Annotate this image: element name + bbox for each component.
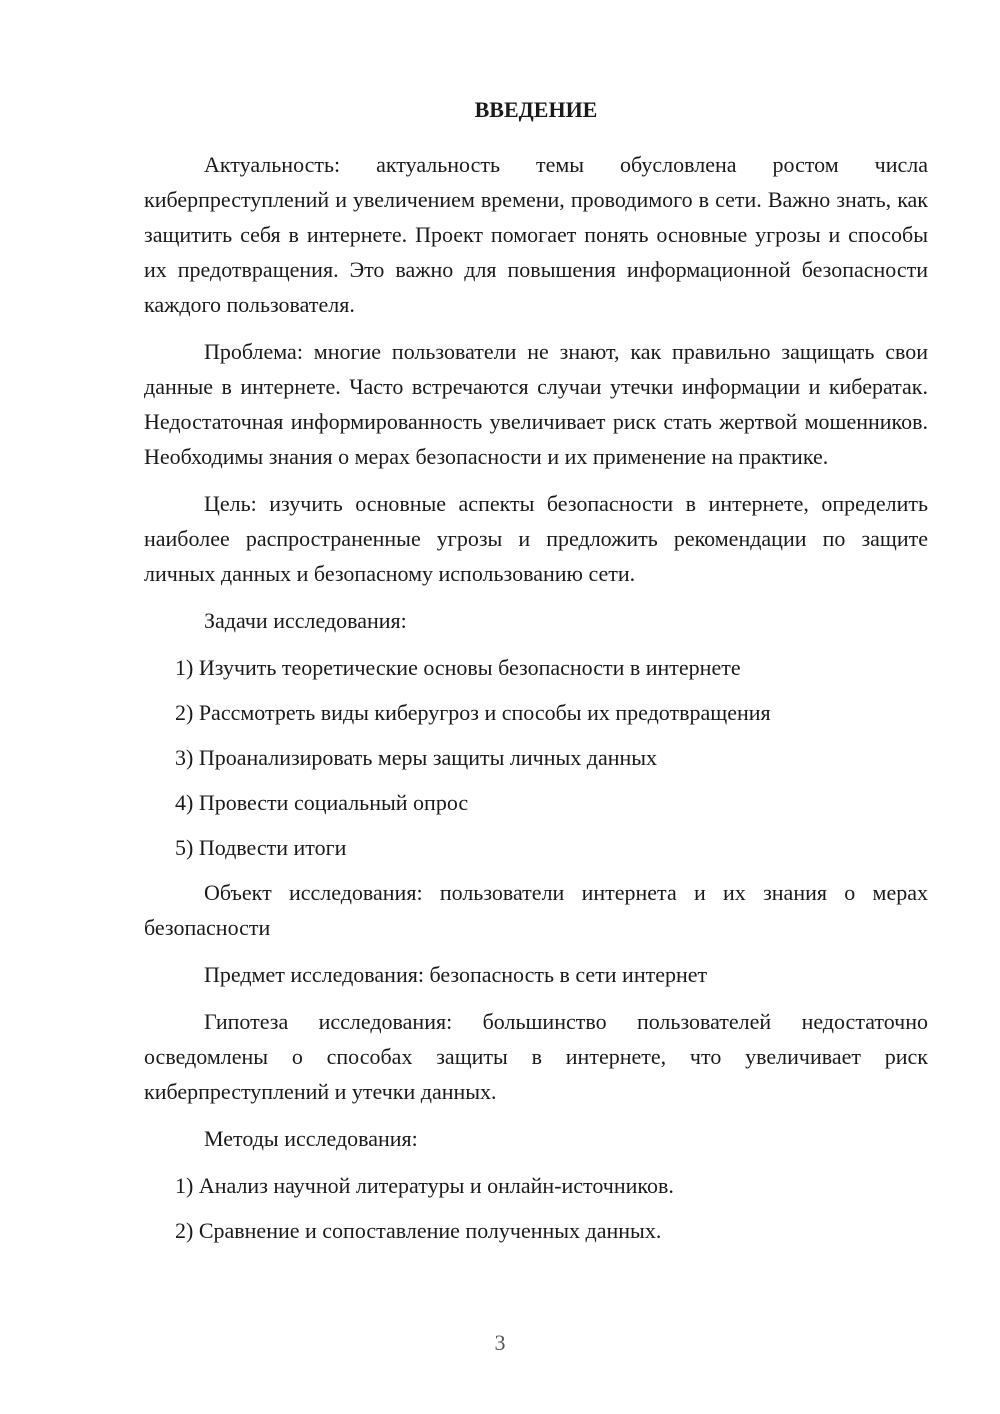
page-number: 3 [494,1330,506,1355]
hypothesis-paragraph: Гипотеза исследования: большинство пользователей недостаточно осведомлены о способах защиты в интернете, что увеличивает риск киберпреступлений и утечки данных. [144,1009,928,1104]
task-item: 2) Рассмотреть виды киберугроз и способы их предотвращения [175,700,771,725]
section-title: ВВЕДЕНИЕ [474,97,598,122]
document-page [144,92,928,1258]
task-item: 1) Изучить теоретические основы безопасности в интернете [175,655,741,680]
relevance-paragraph: Актуальность: актуальность темы обусловлена ростом числа киберпреступлений и увеличением времени, проводимого в сети. Важно знать, как защитить себя в интернете. Проект помогает понять основные угрозы и способы их предотвращения. Это важно для повышения информационной безопасности каждого пользователя. [144,152,928,317]
object-paragraph: Объект исследования: пользователи интернета и их знания о мерах безопасности [144,880,928,940]
task-item: 5) Подвести итоги [175,835,347,860]
methods-heading: Методы исследования: [204,1126,418,1151]
subject-paragraph: Предмет исследования: безопасность в сети интернет [204,962,708,987]
method-item: 1) Анализ научной литературы и онлайн-источников. [175,1173,674,1198]
method-item: 2) Сравнение и сопоставление полученных данных. [175,1218,662,1243]
goal-paragraph: Цель: изучить основные аспекты безопасности в интернете, определить наиболее распространенные угрозы и предложить рекомендации по защите личных данных и безопасному использованию сети. [144,491,928,586]
problem-paragraph: Проблема: многие пользователи не знают, как правильно защищать свои данные в интернете. Часто встречаются случаи утечки информации и кибератак. Недостаточная информированность увеличивает риск стать жертвой мошенников. Необходимы знания о мерах безопасности и их применение на практике. [144,339,928,469]
task-item: 3) Проанализировать меры защиты личных данных [175,745,658,770]
task-item: 4) Провести социальный опрос [175,790,469,815]
tasks-heading: Задачи исследования: [204,608,407,633]
